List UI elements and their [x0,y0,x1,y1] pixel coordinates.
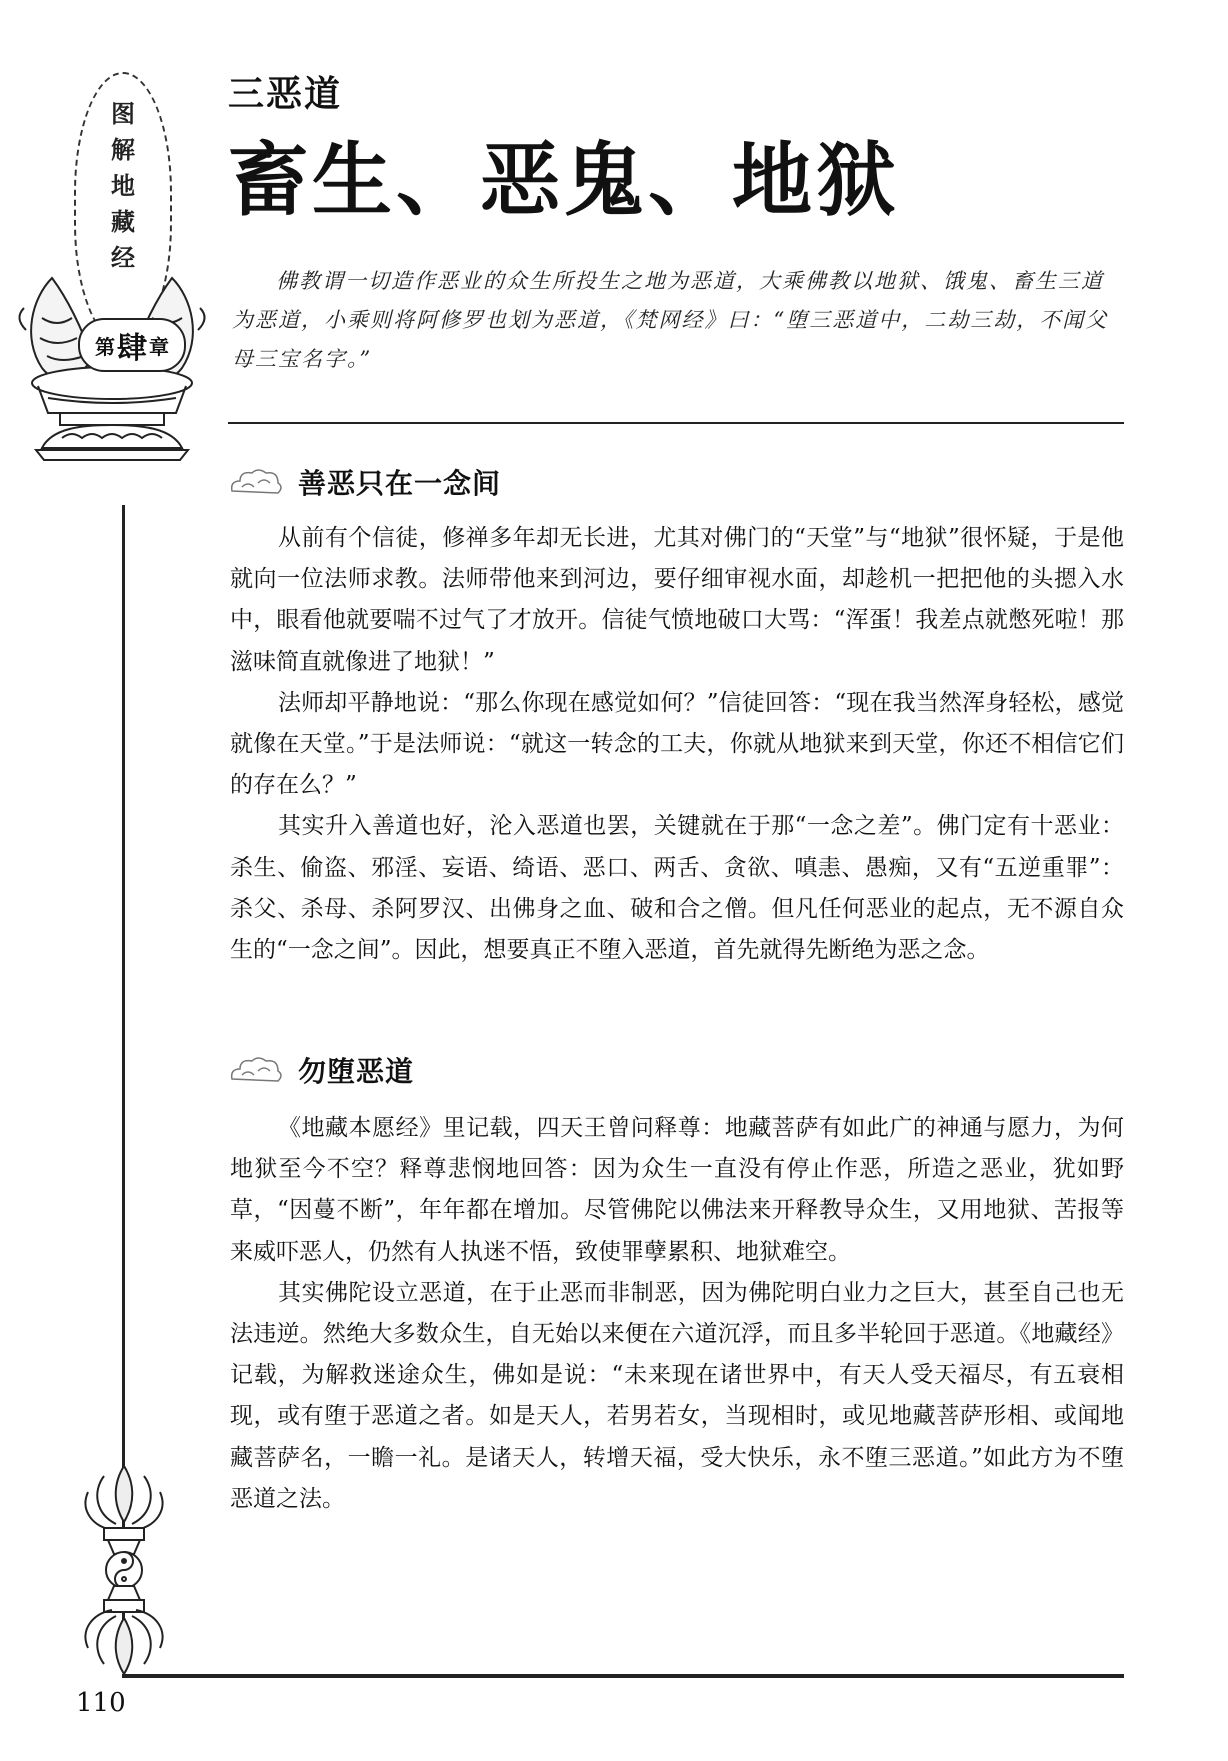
subsection-heading [228,1050,414,1090]
chapter-number: 肆 [117,331,147,366]
chapter-suffix: 章 [149,334,169,359]
subsection-heading-text: 善恶只在一念间 [298,467,502,500]
cloud-icon [228,465,284,499]
body-paragraph: 从前有个信徒，修禅多年却无长进，尤其对佛门的“天堂”与“地狱”很怀疑，于是他就向一位法师求教。法师带他来到河边，要仔细审视水面，却趁机一把把他的头摁入水中，眼看他就要喘不过气了才放开。信徒气愤地破口大骂：“浑蛋！我差点就憋死啦！那滋味简直就像进了地狱！” [230,525,1124,675]
page-number: 110 [76,1688,126,1718]
page-title: 畜生、恶鬼、地狱 [228,133,900,227]
twin-fish-lotus-icon [12,258,212,488]
vajra-icon [74,1462,174,1677]
section-divider [228,422,1124,424]
body-paragraph: 《地藏本愿经》里记载，四天王曾问释尊：地藏菩萨有如此广的神通与愿力，为何地狱至今不空？释尊悲悯地回答：因为众生一直没有停止作恶，所造之恶业，犹如野草，“因蔓不断”，年年都在增加。尽管佛陀以佛法来开释教导众生，又用地狱、苦报等来威吓恶人，仍然有人执迷不悟，致使罪孽累积、地狱难空。 [230,1115,1124,1265]
series-title-char: 解 [111,136,135,164]
chapter-label [78,318,186,372]
cloud-icon [228,1053,284,1087]
series-title-char: 藏 [111,208,135,236]
section-body [230,518,1124,971]
series-title-char: 图 [111,100,135,128]
section-label: 三恶道 [228,74,343,115]
subsection-heading [228,462,501,502]
subsection-heading-text: 勿堕恶道 [298,1055,415,1088]
body-paragraph: 其实升入善道也好，沦入恶道也罢，关键就在于那“一念之差”。佛门定有十恶业：杀生、偷盗、邪淫、妄语、绮语、恶口、两舌、贪欲、嗔恚、愚痴，又有“五逆重罪”：杀父、杀母、杀阿罗汉、出佛身之血、破和合之僧。但凡任何恶业的起点，无不源自众生的“一念之间”。因此，想要真正不堕入恶道，首先就得先断绝为恶之念。 [230,813,1124,964]
body-paragraph: 其实佛陀设立恶道，在于止恶而非制恶，因为佛陀明白业力之巨大，甚至自己也无法违逆。然绝大多数众生，自无始以来便在六道沉浮，而且多半轮回于恶道。《地藏经》记载，为解救迷途众生，佛如是说：“未来现在诸世界中，有天人受天福尽，有五衰相现，或有堕于恶道之者。如是天人，若男若女，当现相时，或见地藏菩萨形相、或闻地藏菩萨名，一瞻一礼。是诸天人，转增天福，受大快乐，永不堕三恶道。”如此方为不堕恶道之法。 [230,1279,1124,1512]
intro-paragraph: 佛教谓一切造作恶业的众生所投生之地为恶道，大乘佛教以地狱、饿鬼、畜生三道为恶道，小乘则将阿修罗也划为恶道，《梵网经》曰：“堕三恶道中，二劫三劫，不闻父母三宝名字。” [232,269,1109,371]
series-title-char: 经 [111,244,135,272]
body-paragraph: 法师却平静地说：“那么你现在感觉如何？”信徒回答：“现在我当然浑身轻松，感觉就像在天堂。”于是法师说：“就这一转念的工夫，你就从地狱来到天堂，你还不相信它们的存在么？” [230,689,1124,799]
chapter-prefix: 第 [95,334,115,359]
footer-rule [122,1674,1124,1678]
series-title-char: 地 [111,172,135,200]
section-body [230,1108,1124,1520]
margin-divider-line [122,505,125,1625]
